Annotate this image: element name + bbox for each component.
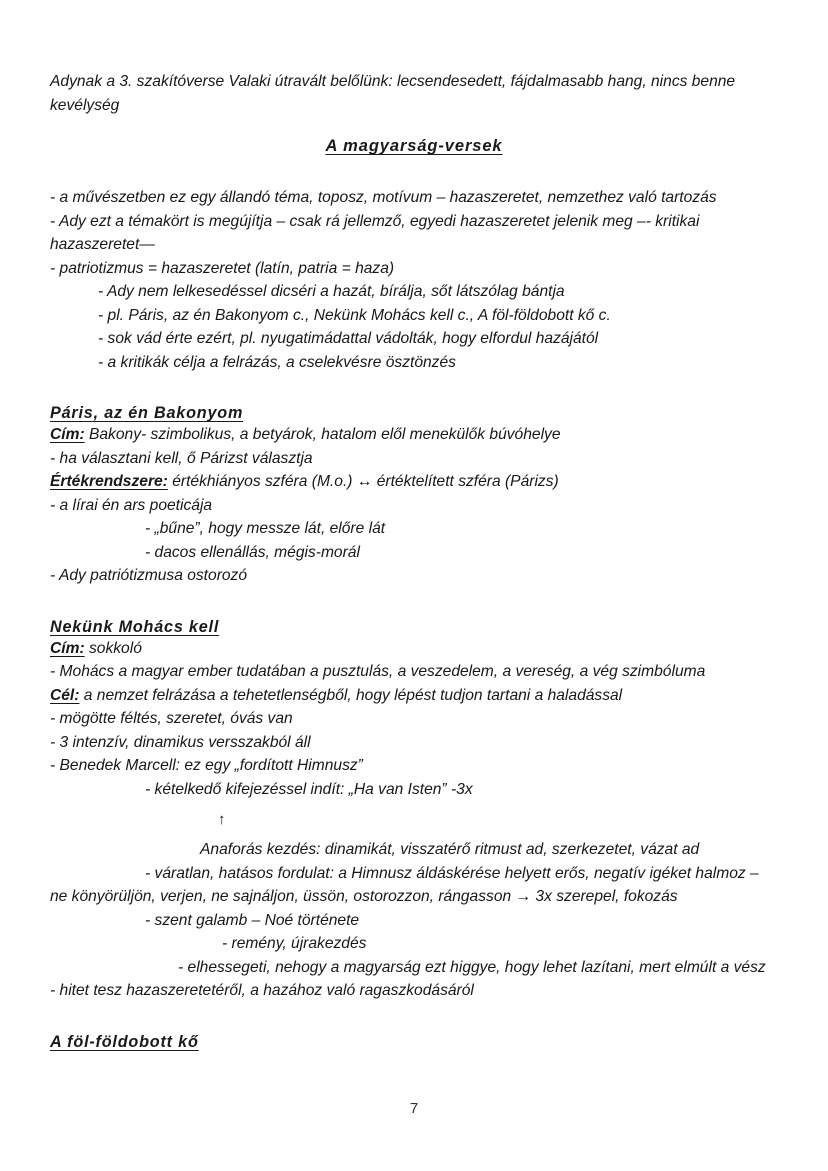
list-item [50,979,778,1003]
document-body [50,70,778,1052]
list-item [50,754,778,778]
line-text: - 3 intenzív, dinamikus versszakból áll [50,733,311,751]
list-item: - sok vád érte ezért, pl. nyugatimádattal vádolták, hogy elfordul hazájától [98,330,599,347]
section-nekunk-mohacs-kell [50,618,778,1003]
line-text: - ha választani kell, ő Párizst választja [50,449,313,467]
section-heading: Páris, az én Bakonyom [50,404,244,422]
up-arrow-icon: ↑ [218,811,226,828]
list-item [145,778,778,802]
line-text: Bakony- szimbolikus, a betyárok, hatalom elől menekülők búvóhelye [84,426,561,443]
line-text: Anaforás kezdés: dinamikát, visszatérő ritmust ad, szerkezetet, vázat ad [200,841,700,858]
line-label: Cím: [50,426,85,443]
line-label: Cím: [50,639,85,657]
line-text: - „bűne”, hogy messze lát, előre lát [145,520,386,537]
line-text: - Benedek Marcell: ez egy „fordított Himnusz” [50,757,363,774]
list-item: - patriotizmus = hazaszeretet (latín, patria = haza) [50,259,395,277]
list-item [145,517,778,541]
spacer [50,827,778,838]
list-item: - pl. Páris, az én Bakonyom c., Nekünk Mohács kell c., A föl-földobott kő c. [98,306,611,324]
list-item [50,423,778,447]
line-text: - mögötte féltés, szeretet, óvás van [50,710,293,727]
list-item [200,838,778,862]
line-text: - Mohács a magyar ember tudatában a pusztulás, a veszedelem, a vereség, a vég szimbóluma [50,663,706,680]
list-item [50,470,778,494]
page-title-row [50,137,778,156]
page-number: 7 [409,1100,419,1117]
list-item [50,862,778,909]
line-text: értékhiányos szféra (M.o.) ↔ értéktelített szféra (Párizs) [167,473,559,490]
list-item: - Ady nem lelkesedéssel dicséri a hazát, bírálja, sőt látszólag bántja [98,283,565,300]
line-text: - a lírai én ars poeticája [50,496,213,514]
spacer [50,801,778,812]
list-item: - Ady ezt a témakört is megújítja – csak rá jellemző, egyedi hazaszeretet jelenik meg –- kritikai hazaszeretet— [50,212,704,253]
section-a-fol-foldobott-ko [50,1033,778,1052]
list-item [50,707,778,731]
section-heading: A föl-földobott kő [50,1032,199,1051]
line-text: - váratlan, hatásos fordulat: a Himnusz áldáskérése helyett erős, negatív igéket halmoz – ne könyörüljön, verjen, ne sajnáljon, üssön, ostorozzon, rángasson → 3x szerepel, fokozás [50,864,764,905]
spacer [50,374,778,404]
list-item [50,564,778,588]
line-text: - elhessegeti, nehogy a magyarság ezt higgye, hogy lehet lazítani, mert elmúlt a vész [178,958,766,976]
section-paris-az-en-bakonyom [50,404,778,588]
spacer [50,156,778,186]
list-item [178,956,778,980]
list-item: - a művészetben ez egy állandó téma, toposz, motívum – hazaszeretet, nemzethez való tartozás [50,189,717,206]
line-text: - hitet tesz hazaszeretetéről, a hazához való ragaszkodásáról [50,982,474,999]
intro-points-list [50,186,778,374]
section-heading: Nekünk Mohács kell [50,617,220,636]
list-item [50,637,778,661]
line-text: - Ady patriótizmusa ostorozó [50,567,248,584]
list-item [145,909,778,933]
section-heading-row [50,404,778,423]
spacer [50,588,778,618]
section-heading-row [50,1033,778,1052]
list-item: - a kritikák célja a felrázás, a cselekvésre ösztönzés [98,353,456,371]
line-label: Értékrendszere: [50,473,168,490]
section-heading-row [50,618,778,637]
list-item [222,932,778,956]
line-text: - szent galamb – Noé története [145,911,360,929]
line-text: sokkoló [84,639,142,657]
list-item [50,684,778,708]
line-text: - kételkedő kifejezéssel indít: „Ha van Isten” -3x [145,780,473,798]
list-item [145,541,778,565]
line-text: a nemzet felrázása a tehetetlenségből, hogy lépést tudjon tartani a haladással [79,686,623,704]
list-item [50,731,778,755]
line-text: - dacos ellenállás, mégis-morál [145,543,360,561]
list-item [50,660,778,684]
spacer [50,1003,778,1033]
spacer [50,117,778,137]
page-title: A magyarság-versek [325,137,503,155]
list-item [50,494,778,518]
list-item [50,447,778,471]
line-text: - remény, újrakezdés [222,935,367,952]
line-label: Cél: [50,686,80,704]
intro-paragraph: Adynak a 3. szakítóverse Valaki útravált belőlünk: lecsendesedett, fájdalmasabb hang, nincs benne kevélység [50,73,740,114]
